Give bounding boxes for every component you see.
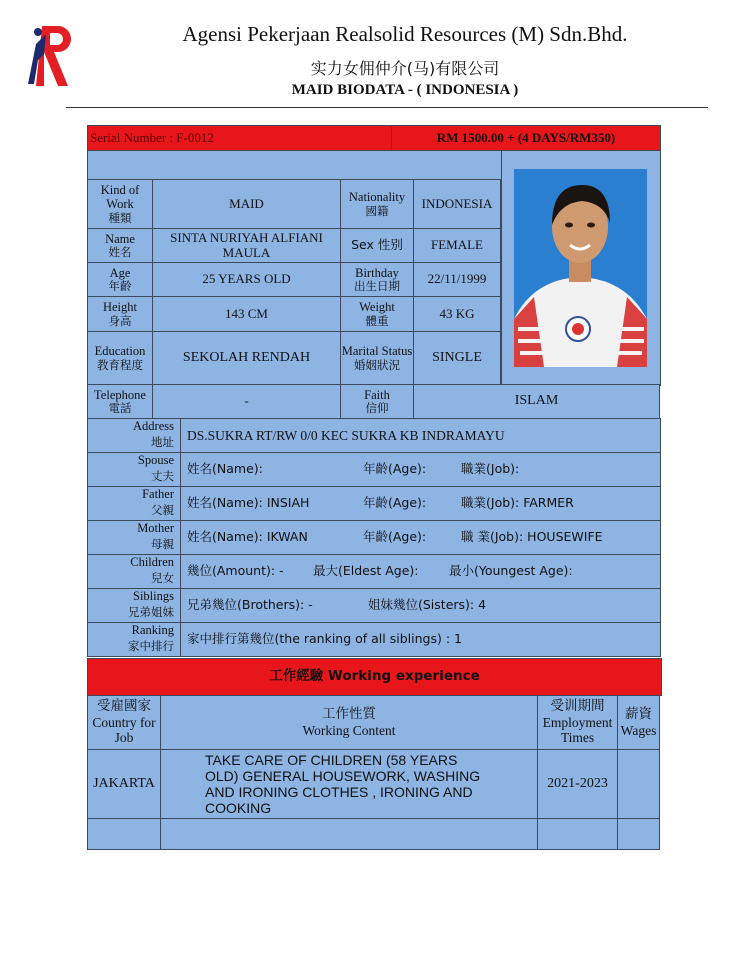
nationality-label: Nationality [348, 190, 406, 205]
exp-content: TAKE CARE OF CHILDREN (58 YEARS OLD) GENERAL HOUSEWORK, WASHING AND IRONING CLOTHES , IRONING AND COOKING [160, 749, 538, 819]
weight-label-cn: 體重 [365, 313, 389, 328]
kind-label: Kind of Work [100, 183, 140, 212]
siblings-sisters: 姐妹幾位(Sisters): 4 [368, 597, 487, 613]
header-divider [66, 107, 708, 108]
address-label-cell [87, 418, 181, 453]
mother-age: 年齡(Age): [363, 529, 427, 545]
spouse-age: 年齡(Age): [363, 461, 427, 477]
marital-value: SINGLE [413, 331, 501, 385]
address-label: Address [133, 419, 174, 433]
siblings-label-cn: 兄弟姐妹 [128, 604, 174, 619]
price-label: RM 1500.00 + (4 DAYS/RM350) [391, 125, 661, 151]
col-country: Country for Job [92, 714, 156, 746]
birthday-label: Birthday [355, 265, 399, 280]
siblings-label-cell [87, 588, 181, 623]
father-label: Father [142, 487, 174, 501]
age-label: Age [109, 265, 131, 280]
age-label-cn: 年齡 [108, 279, 132, 294]
col-wages: Wages [620, 722, 657, 738]
exp-blank-cell [87, 818, 161, 850]
kind-label-cell [87, 179, 153, 229]
col-wages-cn: 薪資 [625, 705, 652, 722]
maid-photo [514, 169, 647, 367]
address-label-cn: 地址 [151, 434, 174, 449]
nationality-label-cn: 國籍 [365, 203, 389, 218]
age-label-cell [87, 262, 153, 297]
name-label: Name [105, 231, 135, 246]
exp-time: 2021-2023 [537, 749, 618, 819]
name-label-cell [87, 228, 153, 263]
exp-blank-cell [160, 818, 538, 850]
father-name: 姓名(Name): INSIAH [187, 495, 310, 511]
father-label-cn: 父親 [151, 502, 174, 517]
father-label-cell [87, 486, 181, 521]
nationality-label-cell [340, 179, 414, 229]
address-value: DS.SUKRA RT/RW 0/0 KEC SUKRA KB INDRAMAYU [180, 418, 661, 453]
spouse-label: Spouse [137, 453, 174, 467]
faith-label: Faith [364, 387, 390, 402]
col-country-cn: 受雇國家 [97, 698, 151, 715]
name-label-cn: 姓名 [108, 245, 132, 260]
height-value: 143 CM [152, 296, 341, 332]
col-time-cn: 受训期間 [550, 698, 605, 715]
children-eldest: 最大(Eldest Age): [313, 563, 419, 579]
telephone-label-cn: 電話 [108, 401, 132, 416]
education-label-cell [87, 331, 153, 385]
faith-value: ISLAM [413, 384, 660, 419]
siblings-brothers: 兄弟幾位(Brothers): - [187, 597, 313, 613]
mother-label-cn: 母親 [151, 536, 174, 551]
col-content-cn: 工作性質 [322, 705, 376, 722]
telephone-label-cell [87, 384, 153, 419]
serial-number: Serial Number : F-0012 [87, 125, 392, 151]
mother-job: 職 業(Job): HOUSEWIFE [461, 529, 603, 545]
height-label-cn: 身高 [108, 313, 132, 328]
birthday-value: 22/11/1999 [413, 262, 501, 297]
blank-header-cell [87, 150, 502, 180]
col-time: Employment Times [542, 714, 613, 746]
exp-blank-cell [537, 818, 618, 850]
exp-blank-cell [617, 818, 660, 850]
sex-label: Sex 性别 [340, 228, 414, 263]
father-age: 年齡(Age): [363, 495, 427, 511]
ranking-label: Ranking [131, 623, 174, 637]
children-youngest: 最小(Youngest Age): [449, 563, 573, 579]
weight-label: Weight [359, 300, 395, 315]
spouse-details [180, 452, 661, 487]
col-wages-header [617, 695, 660, 750]
telephone-label: Telephone [94, 387, 146, 402]
ranking-label-cell [87, 622, 181, 657]
father-details [180, 486, 661, 521]
birthday-label-cell [340, 262, 414, 297]
spouse-job: 職業(Job): [461, 461, 520, 477]
children-amount: 幾位(Amount): - [187, 563, 284, 579]
company-name: Agensi Pekerjaan Realsolid Resources (M) Sdn.Bhd. [182, 22, 628, 46]
marital-label-cn: 婚姻狀況 [354, 357, 400, 372]
father-job: 職業(Job): FARMER [461, 495, 574, 511]
mother-details [180, 520, 661, 555]
weight-label-cell [340, 296, 414, 332]
table-row [87, 749, 659, 818]
children-label: Children [130, 555, 174, 569]
spouse-name: 姓名(Name): [187, 461, 263, 477]
col-content: Working Content [302, 722, 396, 738]
ranking-value: 家中排行第幾位(the ranking of all siblings) : 1 [180, 622, 661, 657]
sex-value: FEMALE [413, 228, 501, 263]
spouse-label-cell [87, 452, 181, 487]
birthday-label-cn: 出生日期 [354, 279, 400, 294]
exp-country: JAKARTA [87, 749, 161, 819]
marital-label-cell [340, 331, 414, 385]
weight-value: 43 KG [413, 296, 501, 332]
siblings-label: Siblings [133, 589, 174, 603]
children-details [180, 554, 661, 589]
exp-wages [617, 749, 660, 819]
page-subtitle: MAID BIODATA - ( INDONESIA ) [291, 82, 519, 98]
nationality-value: INDONESIA [413, 179, 501, 229]
children-label-cn: 兒女 [151, 570, 174, 585]
col-country-header [87, 695, 161, 750]
height-label-cell [87, 296, 153, 332]
education-label-cn: 教育程度 [97, 357, 143, 372]
marital-label: Marital Status [341, 344, 413, 359]
faith-label-cell [340, 384, 414, 419]
table-row [87, 818, 659, 849]
siblings-details [180, 588, 661, 623]
telephone-value: - [152, 384, 341, 419]
col-content-header [160, 695, 538, 750]
col-time-header [537, 695, 618, 750]
experience-title: 工作經驗 Working experience [87, 658, 662, 696]
age-value: 25 YEARS OLD [152, 262, 341, 297]
company-name-cn: 实力女佣仲介(马)有限公司 [310, 59, 500, 78]
mother-name: 姓名(Name): IKWAN [187, 529, 308, 545]
education-value: SEKOLAH RENDAH [152, 331, 341, 385]
education-label: Education [94, 344, 146, 359]
mother-label-cell [87, 520, 181, 555]
name-value: SINTA NURIYAH ALFIANI MAULA [152, 228, 341, 263]
faith-label-cn: 信仰 [365, 401, 389, 416]
height-label: Height [102, 300, 138, 315]
children-label-cell [87, 554, 181, 589]
ranking-label-cn: 家中排行 [128, 638, 174, 653]
spouse-label-cn: 丈夫 [151, 468, 174, 483]
mother-label: Mother [137, 521, 174, 535]
kind-label-cn: 種類 [108, 210, 132, 225]
kind-value: MAID [152, 179, 341, 229]
